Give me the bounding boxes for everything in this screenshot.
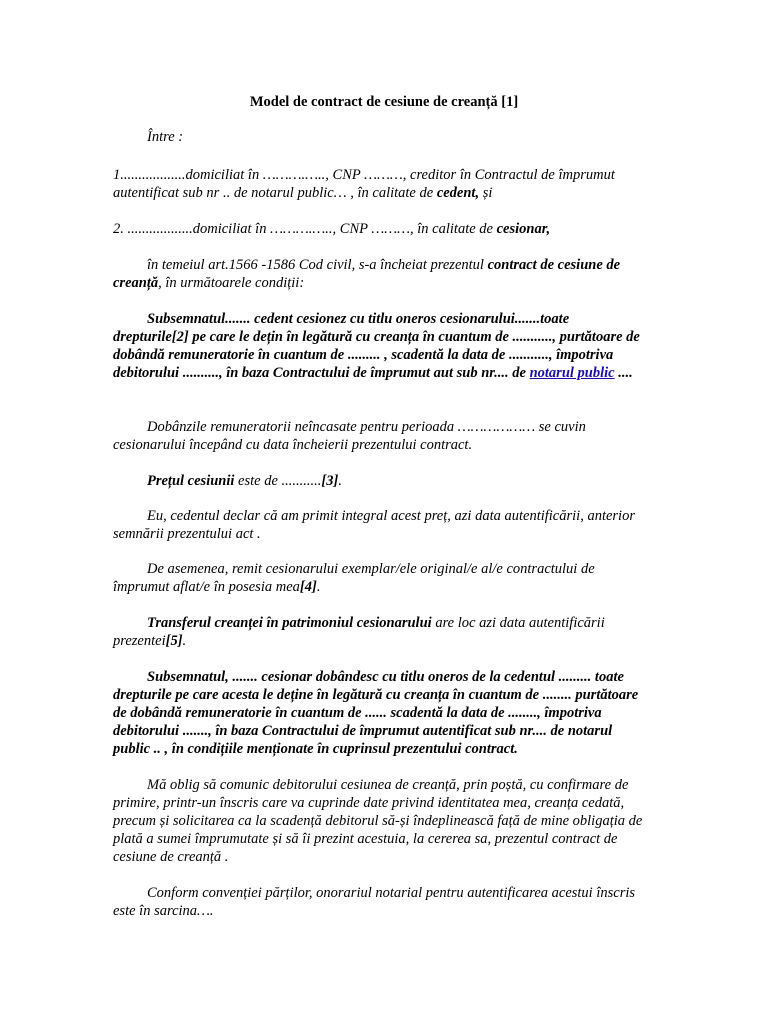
footnote-ref-3: [3]	[321, 473, 339, 489]
price-text: este de ...........	[234, 473, 322, 489]
contract-name: contract de cesiune de creanță	[113, 257, 621, 291]
legal-basis-tail: , în următoarele condiții:	[158, 275, 305, 291]
transfer-label: Transferul creanței în patrimoniul cesionarului	[147, 615, 432, 631]
cesionar-statement-paragraph: Subsemnatul, ....... cesionar dobândesc cu titlu oneros de la cedentul ......... toate drepturile pe care acesta le deține în legătură cu creanța în cuantum de ........ purtătoare de dobândă remuneratorie în cuantum de ...... scadentă la data de ........, împotriva debitorului ......., în baza Contractului de împrumut autentificat sub nr.... de notarul public .. , în condițiile menționate în cuprinsul prezentului contract.	[113, 669, 639, 757]
party-two-role: cesionar,	[496, 221, 551, 237]
party-one-role: cedent,	[436, 185, 480, 201]
fees-paragraph: Conform convenției părților, onorariul notarial pentru autentificarea acestui înscris este în sarcina….	[113, 885, 636, 919]
delivery-text: De asemenea, remit cesionarului exemplar/ele original/e al/e contractului de împrumut aflat/e în posesia mea	[113, 561, 595, 595]
legal-basis-text: în temeiul art.1566 -1586 Cod civil, s-a încheiat prezentul	[147, 257, 488, 273]
footnote-ref-5: [5]	[165, 633, 183, 649]
party-two-paragraph	[113, 220, 645, 238]
intro-paragraph: Între :	[147, 129, 184, 145]
legal-basis-paragraph	[113, 256, 645, 292]
payment-declaration-paragraph: Eu, cedentul declar că am primit integral acest preț, azi data autentificării, anterior semnării prezentului act .	[113, 508, 635, 542]
interest-paragraph: Dobânzile remuneratorii neîncasate pentru perioada ……………… se cuvin cesionarului începând cu data încheierii prezentului contract.	[113, 419, 586, 453]
notary-link[interactable]: notarul public	[529, 365, 615, 381]
delivery-tail: .	[316, 579, 321, 595]
transfer-text: are loc azi data autentificării prezentei	[113, 615, 605, 649]
price-tail: .	[338, 473, 342, 489]
party-one-paragraph	[113, 166, 645, 202]
transfer-paragraph	[113, 614, 645, 650]
party-one-tail: și	[479, 185, 493, 201]
document-title: Model de contract de cesiune de creanță [1]	[249, 94, 519, 110]
cedent-statement-tail: ....	[614, 365, 633, 381]
price-paragraph	[113, 472, 645, 490]
delivery-paragraph	[113, 560, 645, 596]
footnote-ref-4: [4]	[299, 579, 317, 595]
cedent-statement-text: Subsemnatul....... cedent cesionez cu titlu oneros cesionarului.......toate drepturile[2] pe care le dețin în legătură cu creanța în cuantum de ..........., purtătoare de dobândă remuneratorie în cuantum de ......... , scadentă la data de ..........., împotriva debitorului .........., în baza Contractului de împrumut aut sub nr.... de	[113, 311, 640, 381]
price-label: Prețul cesiunii	[147, 473, 235, 489]
notification-paragraph: Mă oblig să comunic debitorului cesiunea de creanță, prin poștă, cu confirmare de primire, printr-un înscris care va cuprinde date privind identitatea mea, creanța cedată, precum și solicitarea ca la scadență debitorul să-și îndeplinească față de mine obligația de plată a sumei împrumutate și să îi prezint acestuia, la cererea sa, prezentul contract de cesiune de creanță .	[113, 777, 643, 865]
cedent-statement-paragraph	[113, 310, 645, 382]
party-one-text: 1..................domiciliat în ……….….., CNP ………, creditor în Contractul de împrumut autentificat sub nr .. de notarul public… , în calitate de	[113, 167, 615, 201]
transfer-tail: .	[182, 633, 187, 649]
party-two-text: 2. ..................domiciliat în ……….….., CNP ………, în calitate de	[113, 221, 497, 237]
